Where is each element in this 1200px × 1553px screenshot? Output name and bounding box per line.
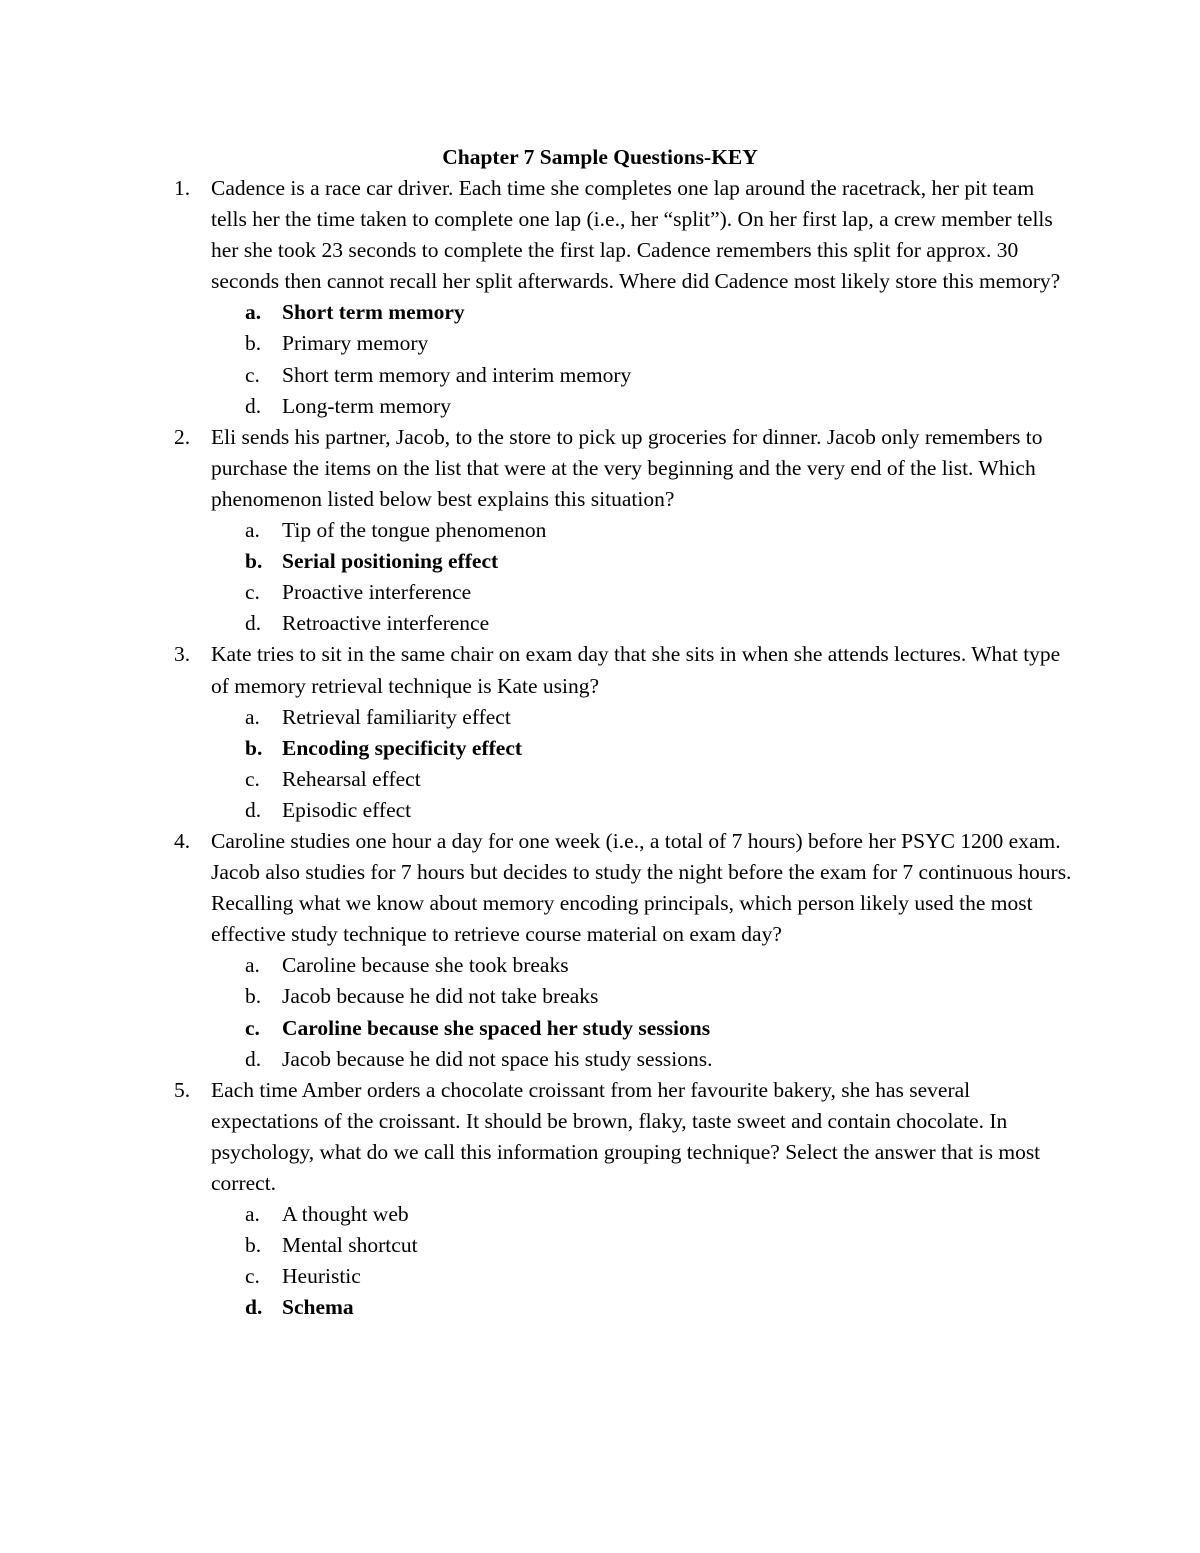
option-letter: c. — [245, 1264, 260, 1289]
answer-option — [211, 1013, 1074, 1044]
option-letter: a. — [245, 704, 260, 729]
answer-option — [211, 577, 1074, 608]
option-text: Schema — [282, 1295, 354, 1320]
answer-option — [211, 950, 1074, 981]
option-text: A thought web — [282, 1202, 409, 1227]
option-text: Episodic effect — [282, 797, 412, 822]
option-letter: b. — [245, 984, 262, 1009]
question-number: 1. — [174, 176, 191, 200]
question-number: 2. — [174, 424, 191, 449]
answer-option — [211, 515, 1074, 546]
document-title: Chapter 7 Sample Questions-KEY — [442, 145, 758, 169]
answer-option — [211, 764, 1074, 795]
answer-options — [211, 515, 1074, 639]
option-text: Short term memory and interim memory — [282, 362, 632, 387]
answer-option — [211, 795, 1074, 826]
option-letter: d. — [245, 611, 262, 636]
option-letter: a. — [245, 953, 260, 978]
question-text: Each time Amber orders a chocolate croissant from her favourite bakery, she has several expectations of the croissant. It should be brown, flaky, taste sweet and contain chocolate. In psychology, what do we call this information grouping technique? Select the answer that is most correct. — [211, 1077, 1041, 1195]
answer-option — [211, 328, 1074, 359]
option-text: Proactive interference — [282, 580, 472, 605]
option-letter: d. — [245, 1295, 263, 1320]
answer-option — [211, 1292, 1074, 1323]
option-letter: a. — [245, 300, 262, 325]
question-item — [174, 826, 1074, 1075]
question-list — [174, 173, 1074, 1323]
answer-options — [211, 297, 1074, 421]
question-text: Caroline studies one hour a day for one week (i.e., a total of 7 hours) before her PSYC 1200 exam. Jacob also studies for 7 hours but decides to study the night before the exam for 7 continuous hours. Recalling what we know about memory encoding principals, which person likely used the most effective study technique to retrieve course material on exam day? — [211, 828, 1072, 947]
option-letter: b. — [245, 331, 262, 356]
option-text: Serial positioning effect — [282, 549, 499, 574]
option-letter: b. — [245, 549, 263, 574]
option-text: Encoding specificity effect — [282, 735, 523, 760]
question-text: Kate tries to sit in the same chair on exam day that she sits in when she attends lectures. What type of memory retrieval technique is Kate using? — [211, 642, 1061, 698]
answer-option — [211, 733, 1074, 764]
option-letter: b. — [245, 735, 263, 760]
option-text: Retroactive interference — [282, 611, 490, 636]
answer-options — [211, 1199, 1074, 1323]
option-letter: c. — [245, 766, 260, 791]
answer-option — [211, 546, 1074, 577]
answer-option — [211, 1199, 1074, 1230]
question-number: 4. — [174, 828, 191, 853]
option-text: Long-term memory — [282, 393, 451, 418]
option-letter: d. — [245, 797, 262, 822]
option-letter: c. — [245, 1015, 260, 1040]
answer-option — [211, 297, 1074, 328]
question-text: Cadence is a race car driver. Each time she completes one lap around the racetrack, her pit team tells her the time taken to complete one lap (i.e., her “split”). On her first lap, a crew member tells her she took 23 seconds to complete the first lap. Cadence remembers this split for approx. 30 seconds then cannot recall her split afterwards. Where did Cadence most likely store this memory? — [211, 176, 1061, 294]
question-item — [174, 173, 1074, 422]
question-item — [174, 422, 1074, 640]
option-text: Primary memory — [282, 331, 429, 356]
question-item — [174, 1075, 1074, 1324]
answer-option — [211, 1261, 1074, 1292]
option-letter: d. — [245, 393, 262, 418]
answer-option — [211, 702, 1074, 733]
option-text: Heuristic — [282, 1264, 361, 1289]
option-text: Rehearsal effect — [282, 766, 421, 791]
question-text: Eli sends his partner, Jacob, to the store to pick up groceries for dinner. Jacob only remembers to purchase the items on the list that were at the very beginning and the very end of the list. Which phenomenon listed below best explains this situation? — [211, 424, 1043, 511]
option-text: Jacob because he did not take breaks — [282, 984, 599, 1009]
question-item — [174, 639, 1074, 826]
option-text: Short term memory — [282, 300, 465, 325]
option-text: Caroline because she took breaks — [282, 953, 569, 978]
option-text: Retrieval familiarity effect — [282, 704, 511, 729]
answer-option — [211, 1230, 1074, 1261]
option-letter: a. — [245, 518, 260, 543]
answer-options — [211, 950, 1074, 1074]
option-text: Tip of the tongue phenomenon — [282, 518, 547, 543]
option-letter: c. — [245, 362, 260, 387]
answer-option — [211, 1044, 1074, 1075]
answer-options — [211, 702, 1074, 826]
option-text: Caroline because she spaced her study sessions — [282, 1015, 711, 1040]
question-number: 3. — [174, 642, 191, 667]
question-number: 5. — [174, 1077, 191, 1102]
answer-option — [211, 608, 1074, 639]
option-letter: a. — [245, 1202, 260, 1227]
answer-option — [211, 391, 1074, 422]
option-letter: b. — [245, 1233, 262, 1258]
answer-option — [211, 981, 1074, 1012]
option-text: Jacob because he did not space his study sessions. — [282, 1046, 713, 1071]
option-letter: d. — [245, 1046, 262, 1071]
option-letter: c. — [245, 580, 260, 605]
answer-option — [211, 360, 1074, 391]
option-text: Mental shortcut — [282, 1233, 418, 1258]
